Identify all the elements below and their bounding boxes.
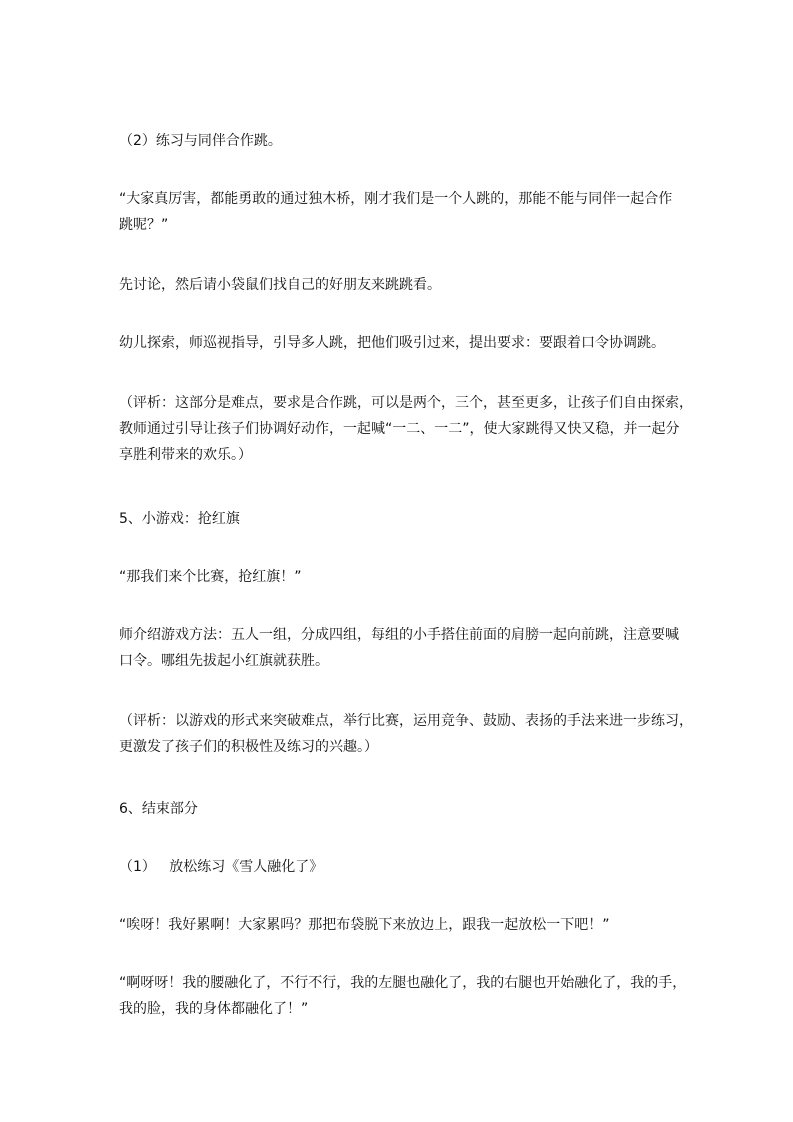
section-heading-5 bbox=[119, 506, 679, 532]
text-line: 口令。哪组先拔起小红旗就获胜。 bbox=[119, 653, 329, 669]
paragraph-game-method bbox=[119, 622, 679, 674]
text-line: “啊呀呀！我的腰融化了，不行不行，我的左腿也融化了，我的右腿也开始融化了，我的手， bbox=[119, 975, 687, 991]
text-line: 5、小游戏：抢红旗 bbox=[119, 511, 240, 527]
text-line: 6、结束部分 bbox=[119, 801, 198, 817]
paragraph-exploration bbox=[119, 330, 679, 356]
paragraph-quote-teacher-1 bbox=[119, 186, 679, 238]
text-line: 享胜利带来的欢乐。） bbox=[119, 447, 252, 463]
paragraph-quote-game bbox=[119, 564, 679, 590]
paragraph-commentary-2 bbox=[119, 708, 693, 760]
text-line: （评析：这部分是难点，要求是合作跳，可以是两个，三个，甚至更多，让孩子们自由探索， bbox=[119, 395, 693, 411]
paragraph-discussion bbox=[119, 272, 679, 298]
text-line: （评析：以游戏的形式来突破难点，举行比赛，运用竞争、鼓励、表扬的手法来进一步练习， bbox=[119, 713, 693, 729]
text-line: （2）练习与同伴合作跳。 bbox=[119, 133, 282, 149]
text-line: “那我们来个比赛，抢红旗！” bbox=[119, 569, 302, 585]
paragraph-subheading-2 bbox=[119, 128, 679, 154]
text-line: 跳呢？” bbox=[119, 217, 169, 233]
paragraph-quote-melting bbox=[119, 970, 687, 1022]
paragraph-quote-tired bbox=[119, 912, 679, 938]
text-line: 教师通过引导让孩子们协调好动作，一起喊“一二、一二”，使大家跳得又快又稳，并一起分 bbox=[119, 421, 680, 437]
section-heading-6 bbox=[119, 796, 679, 822]
text-line: （1） 放松练习《雪人融化了》 bbox=[119, 859, 324, 875]
text-line: 师介绍游戏方法：五人一组，分成四组，每组的小手搭住前面的肩膀一起向前跳，注意要喊 bbox=[119, 627, 679, 643]
paragraph-subheading-1 bbox=[119, 854, 679, 880]
text-line: 先讨论，然后请小袋鼠们找自己的好朋友来跳跳看。 bbox=[119, 277, 441, 293]
paragraph-commentary-1 bbox=[119, 390, 693, 468]
text-line: “大家真厉害，都能勇敢的通过独木桥，刚才我们是一个人跳的，那能不能与同伴一起合作 bbox=[119, 191, 673, 207]
text-line: 我的脸，我的身体都融化了！” bbox=[119, 1001, 309, 1017]
text-line: “唉呀！我好累啊！大家累吗？那把布袋脱下来放边上，跟我一起放松一下吧！” bbox=[119, 917, 610, 933]
text-line: 更激发了孩子们的积极性及练习的兴趣。） bbox=[119, 739, 378, 755]
text-line: 幼儿探索，师巡视指导，引导多人跳，把他们吸引过来，提出要求：要跟着口令协调跳。 bbox=[119, 335, 665, 351]
